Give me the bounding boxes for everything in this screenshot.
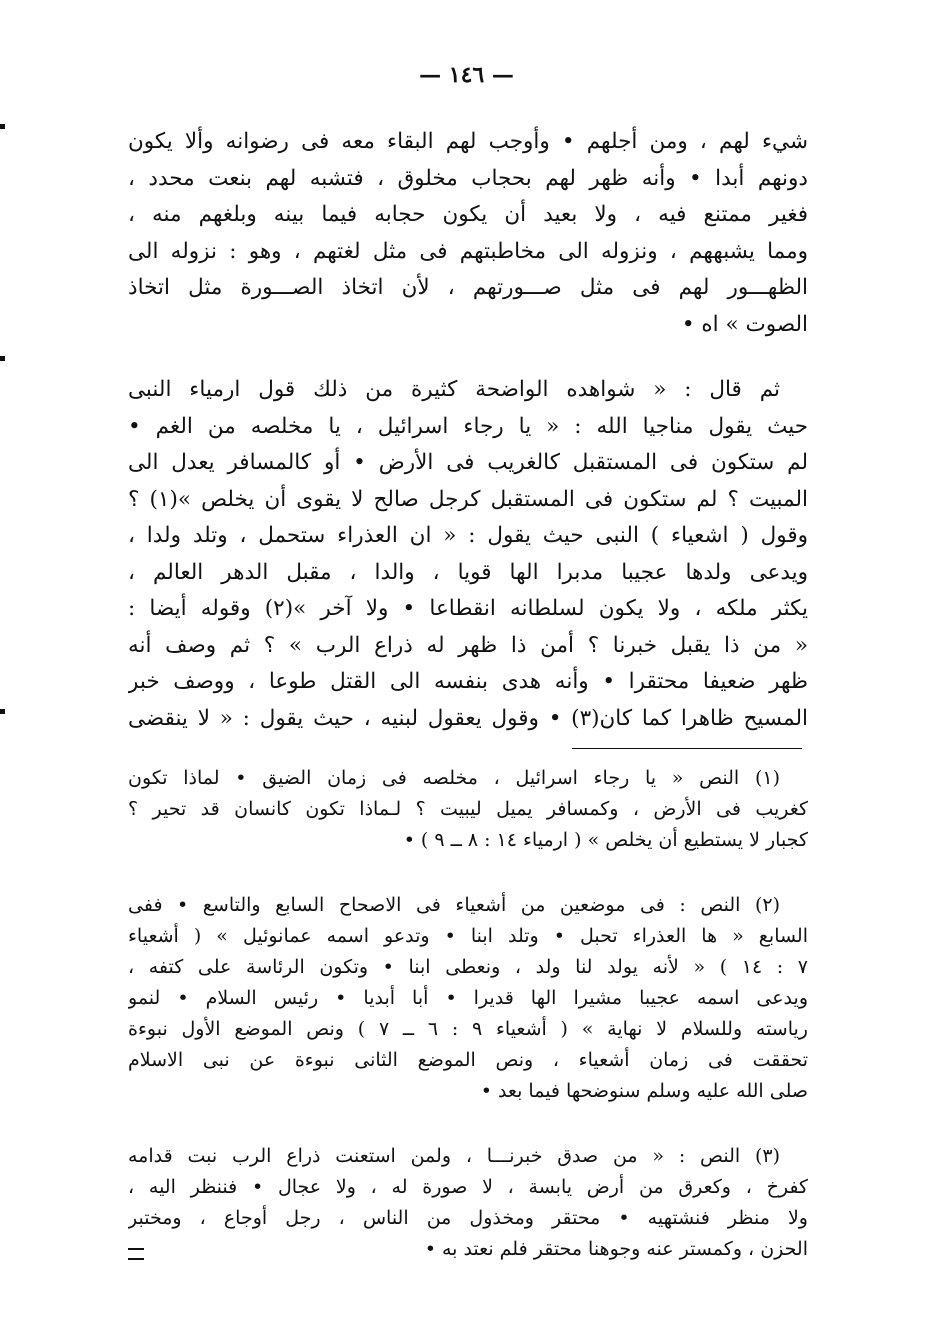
text-line: ثم قال : « شواهده الواضحة كثيرة من ذلك قول ارمياء النبى <box>128 377 780 402</box>
scan-edge-mark <box>0 356 5 361</box>
footnote-line: ويدعى اسمه عجيبا مشيرا الها قديرا • أبا أبديا • رئيس السلام • لنمو <box>128 987 808 1009</box>
footnote-line: تحققت فى زمان أشعياء ، ونص الموضع الثانى نبوءة عن نبى الاسلام <box>128 1049 808 1071</box>
text-line: المسيح ظاهرا كما كان(٣) • وقول يعقول لبنيه ، حيث يقول : « لا ينقضى <box>128 705 808 731</box>
footnote-line: كجبار لا يستطيع أن يخلص » ( ارمياء ١٤ : ٨ ــ ٩ ) • <box>403 829 808 851</box>
text-line: يكثر ملكه ، ولا يكون لسلطانه انقطاعا • ولا آخر »(٢) وقوله أيضا : <box>128 596 808 621</box>
paragraph <box>128 124 808 343</box>
scan-edge-mark <box>0 124 5 129</box>
text-line: ومما يشبههم ، ونزوله الى مخاطبتهم فى مثل لغتهم ، وهو : نزوله الى <box>128 238 808 264</box>
footnote-line: ولا منظر فنشتهيه • محتقر ومخذول من الناس ، رجل أوجاع ، ومختبر <box>128 1207 808 1229</box>
footnote-separator <box>572 748 802 749</box>
footnote-line: كفرخ ، وكعرق من أرض يابسة ، لا صورة له ، ولا عجال • فننظر اليه ، <box>128 1176 808 1198</box>
text-line: ظهر ضعيفا محتقرا • وأنه هدى بنفسه الى القتل طوعا ، ووصف خبر <box>128 669 808 694</box>
text-line: لم ستكون فى المستقبل كالغريب فى الأرض • أو كالمسافر يعدل الى <box>128 450 808 475</box>
text-line: وقول ( اشعياء ) النبى حيث يقول : « ان العذراء ستحمل ، وتلد ولدا ، <box>128 523 808 548</box>
text-line: فغير ممتنع فيه ، ولا بعيد أن يكون حجابه فيما بينه وبلغهم منه ، <box>128 202 808 227</box>
footnote-line: ٧ : ١٤ ) « لأنه يولد لنا ولد ، ونعطى ابنا • وتكون الرئاسة على كتفه ، <box>128 956 808 978</box>
footnote-line: (٣) النص : « من صدق خبرنـــا ، ولمن استعنت ذراع الرب نبت قدامه <box>128 1145 780 1167</box>
text-line: « من ذا يقبل خبرنا ؟ أمن ذا ظهر له ذراع الرب » ؟ ثم وصف أنه <box>128 632 808 658</box>
footnote-line: كغريب فى الأرض ، وكمسافر يميل ليبيت ؟ لـماذا تكون كانسان قد تحير ؟ <box>128 798 808 820</box>
footnote-gap <box>128 1107 808 1141</box>
text-line: شيء لهم ، ومن أجلهم • وأوجب لهم البقاء معه فى رضوانه وألا يكون <box>128 129 808 154</box>
footnote-line: (٢) النص : فى موضعين من أشعياء فى الاصحاح السابع والتاسع • ففى <box>128 894 780 916</box>
footnote-1 <box>128 763 808 856</box>
text-line: المبيت ؟ لم ستكون فى المستقبل كرجل صالح لا يقوى أن يخلص »(١) ؟ <box>128 486 808 512</box>
text-line: الظهـــور لهم فى مثل صـــورتهم ، لأن اتخاذ الصـــورة مثل اتخاذ <box>128 275 808 300</box>
page-number: — ١٤٦ — <box>419 62 514 88</box>
footnote-2 <box>128 890 808 1107</box>
text-line: ويدعى ولدها عجيبا مدبرا الها قويا ، والدا ، مقبل الدهر العالم ، <box>128 559 808 585</box>
footnote-line: صلى الله عليه وسلم سنوضحها فيما بعد • <box>480 1080 808 1102</box>
footnotes <box>128 763 808 1265</box>
scan-edge-mark <box>0 709 5 714</box>
footnote-gap <box>128 856 808 890</box>
footnote-line: رياسته وللسلام لا نهاية » ( أشعياء ٩ : ٦ ــ ٧ ) ونص الموضع الأول نبوءة <box>128 1018 808 1040</box>
footnote-3 <box>128 1141 808 1265</box>
paragraph-gap <box>128 343 808 372</box>
footnote-line: الحزن ، وكمستر عنه وجوهنا محتقر فلم نعتد به • <box>424 1238 808 1260</box>
footnote-line: السابع « ها العذراء تحبل • وتلد ابنا • وتدعو اسمه عمانوئيل » ( أشعياء <box>128 925 808 947</box>
text-line: دونهم أبدا • وأنه ظهر لهم بحجاب مخلوق ، فتشبه لهم بنعت محدد ، <box>128 165 808 191</box>
text-line: الصوت » اه • <box>681 311 808 337</box>
footnote-line: (١) النص « يا رجاء اسرائيل ، مخلصه فى زمان الضيق • لماذا تكون <box>128 767 780 789</box>
paragraph <box>128 372 808 737</box>
continuation-mark <box>128 1248 144 1260</box>
text-line: حيث يقول مناجيا الله : « يا رجاء اسرائيل ، يا مخلصه من الغم • <box>128 413 808 439</box>
main-text <box>128 124 808 737</box>
